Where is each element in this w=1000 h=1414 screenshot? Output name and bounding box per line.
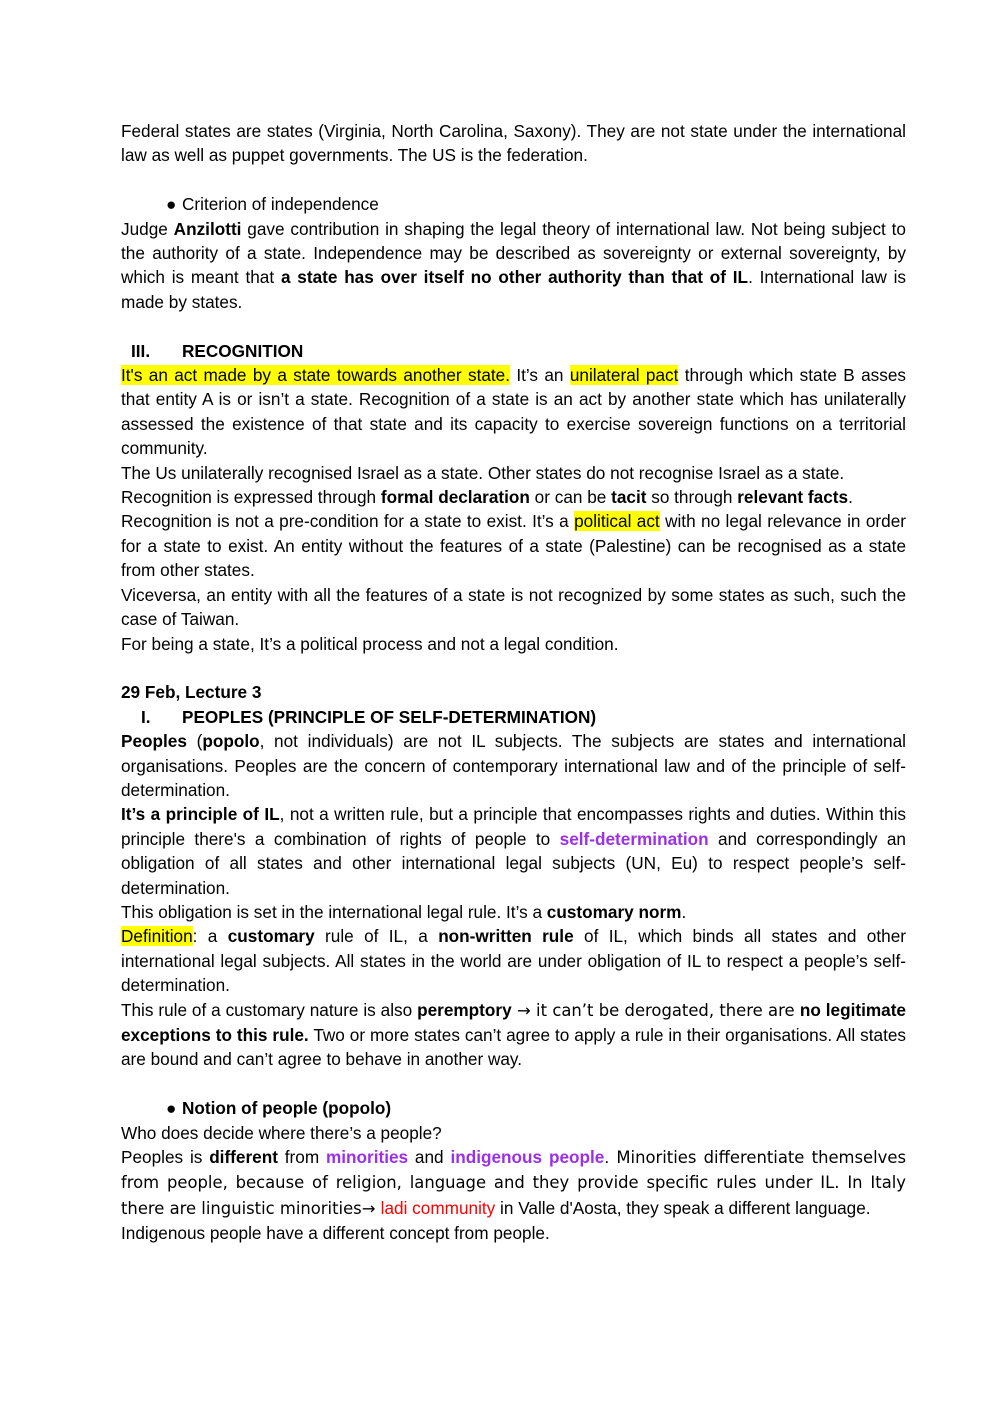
purple-indigenous-people: indigenous people [450, 1147, 605, 1167]
paragraph-recognition-definition [121, 363, 906, 461]
text-run: This obligation is set in the international legal rule. It’s a [121, 901, 547, 922]
bold-no-legitimate-exceptions: no legitimate exceptions to this rule. [121, 999, 906, 1045]
text-run: from [277, 1147, 326, 1167]
bullet-icon: ● [166, 1098, 177, 1119]
bold-relevant-facts: relevant facts [737, 487, 849, 508]
paragraph-federal-states: Federal states are states (Virginia, North Carolina, Saxony). They are not state under the international law as well as puppet governments. The US is the federation. [121, 121, 906, 166]
spacer [121, 168, 906, 192]
paragraph-indigenous: Indigenous people have a different concept from people. [121, 1223, 550, 1244]
bold-tacit: tacit [611, 487, 647, 508]
highlight-definition: Definition [121, 926, 193, 947]
bold-peoples: Peoples [121, 731, 187, 752]
bold-no-other-authority: a state has over itself no other authority than that of IL [280, 267, 749, 288]
bold-principle-of-il: It’s a principle of IL [121, 804, 280, 825]
bullet-icon: ● [166, 194, 177, 215]
text-run: ( [186, 731, 203, 752]
text-run: Two or more states can’t agree to apply a rule in their organisations. All states are bound and can’t agree to behave in another way. [121, 1024, 906, 1070]
lecture-title: 29 Feb, Lecture 3 [121, 682, 262, 703]
heading-number: I. [141, 706, 151, 727]
bold-formal-declaration: formal declaration [380, 487, 530, 508]
heading-title: PEOPLES (PRINCIPLE OF SELF-DETERMINATION) [182, 706, 597, 727]
bullet-notion-of-people [121, 1096, 906, 1120]
spacer [121, 1072, 906, 1096]
text-run: gave contribution in shaping the legal theory of international law. Not being subject to the authority of a state. Independence may be described as sovereignty or external sovereignty, by which is meant that [121, 218, 906, 288]
red-ladi-community: ladi community [380, 1197, 496, 1218]
text-run: It’s an [510, 365, 570, 386]
document-page [121, 119, 906, 1246]
bullet-criterion-of-independence [121, 192, 906, 216]
bold-peremptory: peremptory [417, 999, 512, 1020]
purple-minorities: minorities [325, 1147, 409, 1167]
bullet-text: Criterion of independence [182, 194, 379, 215]
text-run: and [408, 1147, 451, 1167]
text-run: so through [646, 487, 738, 508]
text-run: Peoples is [121, 1147, 210, 1167]
highlight-unilateral-pact: unilateral pact [569, 365, 679, 386]
highlight-act-made-by-state: It's an act made by a state towards another state. [121, 365, 511, 386]
paragraph-anzilotti [121, 217, 906, 315]
paragraph-peremptory [121, 998, 906, 1072]
lecture-heading [121, 680, 906, 704]
text-run: . International law is made by states. [121, 267, 906, 312]
paragraph-customary-norm [121, 900, 906, 924]
text-run: . [848, 487, 853, 508]
heading-title: RECOGNITION [182, 340, 304, 361]
text-run: , not a written rule, but a principle that encompasses rights and duties. Within this principle there's a combination of rights of people to [121, 804, 907, 849]
paragraph-minorities [121, 1145, 906, 1221]
bold-customary-norm: customary norm [546, 901, 682, 922]
text-run: and correspondingly an obligation of all states and other international legal subjects (UN, Eu) to respect people’s self-determination. [121, 828, 906, 898]
text-run: with no legal relevance in order for a state to exist. An entity without the features of a state (Palestine) can be recognised as a state from other states. [121, 511, 906, 581]
paragraph-political-process: For being a state, It’s a political process and not a legal condition. [121, 633, 619, 654]
paragraph-peoples [121, 729, 906, 802]
heading-peoples [121, 705, 906, 729]
paragraph-who-decides: Who does decide where there’s a people? [121, 1122, 442, 1143]
text-run: → it can’t be derogated, there are [511, 1000, 800, 1020]
text-run: Minorities differentiate themselves from people, because of religion, language and they provide specific rules under IL. In Italy there are linguistic minorities→ [121, 1148, 907, 1218]
bold-customary: customary [227, 926, 315, 947]
text-run: : a [192, 926, 228, 947]
highlight-political-act: political act [574, 511, 660, 532]
text-run: . [604, 1147, 610, 1167]
paragraph-definition [121, 924, 906, 997]
text-run: through which state B asses that entity A is or isn’t a state. Recognition of a state is an act by another state which has unilaterally assessed the existence of that state and its capacity to exercise sovereign functions on a territorial community. [121, 365, 906, 459]
text-run: of IL, which binds all states and other international legal subjects. All states in the world are under obligation of IL to respect a people’s self-determination. [121, 926, 906, 996]
paragraph-principle-of-il [121, 802, 906, 900]
paragraph-israel: The Us unilaterally recognised Israel as a state. Other states do not recognise Israel as a state. [121, 462, 845, 483]
spacer [121, 314, 906, 338]
text-run: rule of IL, a [314, 926, 439, 947]
bold-non-written-rule: non-written rule [438, 926, 574, 947]
spacer [121, 656, 906, 680]
bold-anzilotti: Anzilotti [173, 218, 242, 239]
text-run: This rule of a customary nature is also [121, 999, 418, 1020]
text-run: , not individuals) are not IL subjects. The subjects are states and international organisations. Peoples are the concern of contemporary international law and of the principle of self-determination. [121, 731, 906, 800]
bold-different: different [209, 1147, 278, 1167]
text-run: Recognition is expressed through [121, 487, 381, 508]
bullet-text: Notion of people (popolo) [182, 1098, 392, 1119]
paragraph-political-act [121, 509, 906, 582]
text-run: Recognition is not a pre-condition for a state to exist. It’s a [121, 511, 575, 532]
purple-self-determination: self-determination [559, 828, 709, 849]
bold-popolo: popolo [202, 731, 260, 752]
heading-number: III. [131, 340, 151, 361]
text-run: in Valle d'Aosta, they speak a different language. [495, 1197, 871, 1218]
paragraph-taiwan: Viceversa, an entity with all the features of a state is not recognized by some states as such, such the case of Taiwan. [121, 584, 906, 630]
text-run: or can be [529, 487, 612, 508]
paragraph-recognition-expressed [121, 485, 906, 509]
heading-recognition [121, 339, 906, 363]
text-run: Judge [121, 218, 174, 239]
text-run: . [681, 901, 687, 922]
